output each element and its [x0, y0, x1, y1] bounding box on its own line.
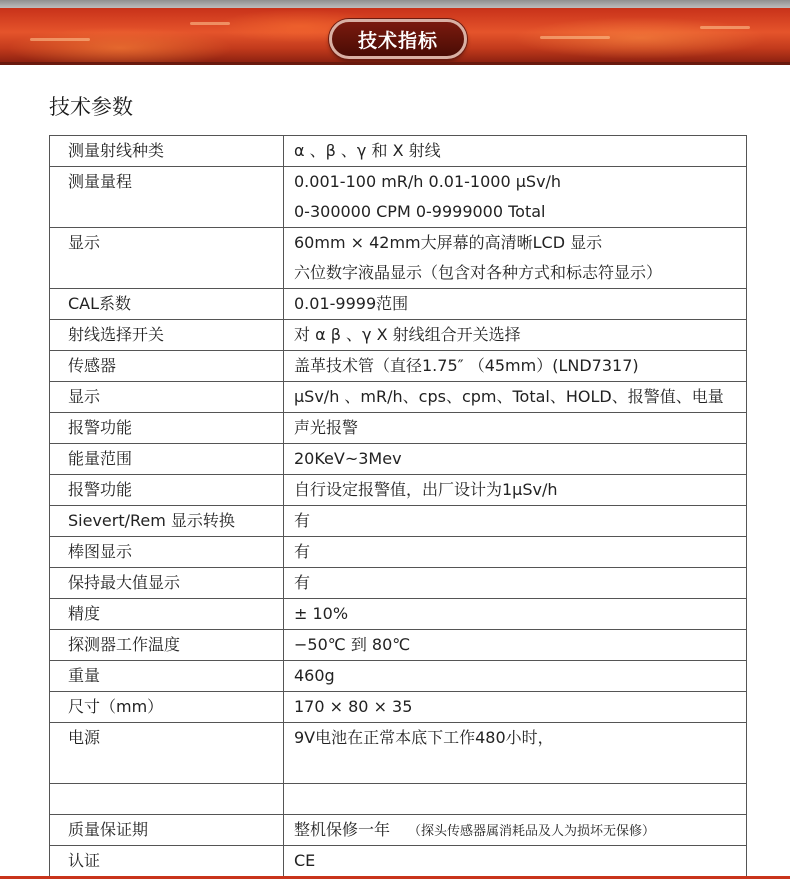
table-row	[50, 475, 747, 506]
table-row	[50, 661, 747, 692]
table-row	[50, 444, 747, 475]
spec-value	[284, 167, 747, 228]
bottom-divider	[0, 876, 790, 879]
spec-value-line: μSv/h 、mR/h、cps、cpm、Total、HOLD、报警值、电量	[294, 387, 724, 406]
spec-value-line	[294, 753, 746, 783]
spec-value	[284, 537, 747, 568]
spec-label: 测量量程	[50, 167, 284, 228]
table-row	[50, 723, 747, 784]
spec-label: 尺寸（mm）	[50, 692, 284, 723]
spec-label: 显示	[50, 382, 284, 413]
spec-value	[284, 351, 747, 382]
spec-label: 传感器	[50, 351, 284, 382]
banner-title: 技术指标	[329, 19, 467, 59]
spec-value-line: 六位数字液晶显示（包含对各种方式和标志符显示）	[294, 263, 663, 282]
spec-value-line	[294, 815, 746, 845]
spec-value-line: 自行设定报警值，出厂设计为1μSv/h	[294, 480, 558, 499]
spec-value-line: CE	[294, 851, 316, 870]
spec-value-line: 20KeV~3Mev	[294, 449, 402, 468]
spec-label: 重量	[50, 661, 284, 692]
table-row	[50, 630, 747, 661]
spec-value-line: 60mm × 42mm大屏幕的高清晰LCD 显示	[294, 233, 603, 252]
spec-value-line: 有	[294, 573, 311, 592]
spec-value	[284, 815, 747, 846]
spec-label: 报警功能	[50, 475, 284, 506]
spec-value-line: 0.01-9999范围	[294, 294, 409, 313]
spec-value	[284, 289, 747, 320]
spec-label: 探测器工作温度	[50, 630, 284, 661]
table-row	[50, 289, 747, 320]
spec-value	[284, 723, 747, 784]
table-row	[50, 382, 747, 413]
spec-label	[50, 784, 284, 815]
spec-value-line: 9V电池在正常本底下工作480小时，	[294, 728, 554, 747]
table-row	[50, 136, 747, 167]
spec-value-line: 声光报警	[294, 418, 359, 437]
spec-value-line: 460g	[294, 666, 335, 685]
spec-value-line: 盖革技术管（直径1.75″ （45mm）(LND7317)	[294, 356, 639, 375]
spec-value-line	[294, 784, 746, 814]
table-row	[50, 167, 747, 228]
spec-value	[284, 630, 747, 661]
spec-value-line: 0.001-100 mR/h 0.01-1000 μSv/h	[294, 172, 562, 191]
table-row	[50, 846, 747, 877]
spec-value-line: −50℃ 到 80℃	[294, 635, 411, 654]
spec-label: 精度	[50, 599, 284, 630]
table-row	[50, 506, 747, 537]
spec-value-line: α 、β 、γ 和 X 射线	[294, 141, 441, 160]
table-row	[50, 599, 747, 630]
section-banner	[0, 8, 790, 62]
spec-value-line: 170 × 80 × 35	[294, 697, 413, 716]
spec-value	[284, 444, 747, 475]
spec-label: Sievert/Rem 显示转换	[50, 506, 284, 537]
table-row	[50, 815, 747, 846]
top-strip	[0, 0, 790, 8]
spec-value	[284, 692, 747, 723]
table-row	[50, 784, 747, 815]
spec-label: 射线选择开关	[50, 320, 284, 351]
spec-value	[284, 475, 747, 506]
table-row	[50, 228, 747, 289]
spec-value-line: ± 10%	[294, 604, 349, 623]
spec-label: 认证	[50, 846, 284, 877]
spec-value	[284, 413, 747, 444]
table-row	[50, 537, 747, 568]
spec-label: 质量保证期	[50, 815, 284, 846]
spec-label: CAL系数	[50, 289, 284, 320]
spec-value-line: 有	[294, 511, 311, 530]
spec-label: 保持最大值显示	[50, 568, 284, 599]
spec-value-line: 有	[294, 542, 311, 561]
spec-value-text: 整机保修一年	[294, 820, 391, 839]
spec-table	[49, 135, 747, 877]
spec-value-note: （探头传感器属消耗品及人为损坏无保修）	[408, 824, 656, 839]
spec-value-line: 对 α β 、γ X 射线组合开关选择	[294, 325, 521, 344]
spec-value	[284, 784, 747, 815]
spec-label: 电源	[50, 723, 284, 784]
spec-value	[284, 846, 747, 877]
table-row	[50, 351, 747, 382]
spec-label: 能量范围	[50, 444, 284, 475]
table-row	[50, 692, 747, 723]
spec-value	[284, 320, 747, 351]
table-row	[50, 413, 747, 444]
table-row	[50, 320, 747, 351]
spec-value	[284, 228, 747, 289]
spec-value	[284, 506, 747, 537]
spec-value	[284, 661, 747, 692]
spec-value	[284, 599, 747, 630]
page-title: 技术参数	[49, 95, 133, 119]
spec-value-line: 0-300000 CPM 0-9999000 Total	[294, 202, 546, 221]
spec-label: 报警功能	[50, 413, 284, 444]
spec-value	[284, 568, 747, 599]
spec-value	[284, 136, 747, 167]
spec-value	[284, 382, 747, 413]
spec-label: 测量射线种类	[50, 136, 284, 167]
table-row	[50, 568, 747, 599]
banner-divider	[0, 62, 790, 65]
spec-label: 棒图显示	[50, 537, 284, 568]
spec-label: 显示	[50, 228, 284, 289]
